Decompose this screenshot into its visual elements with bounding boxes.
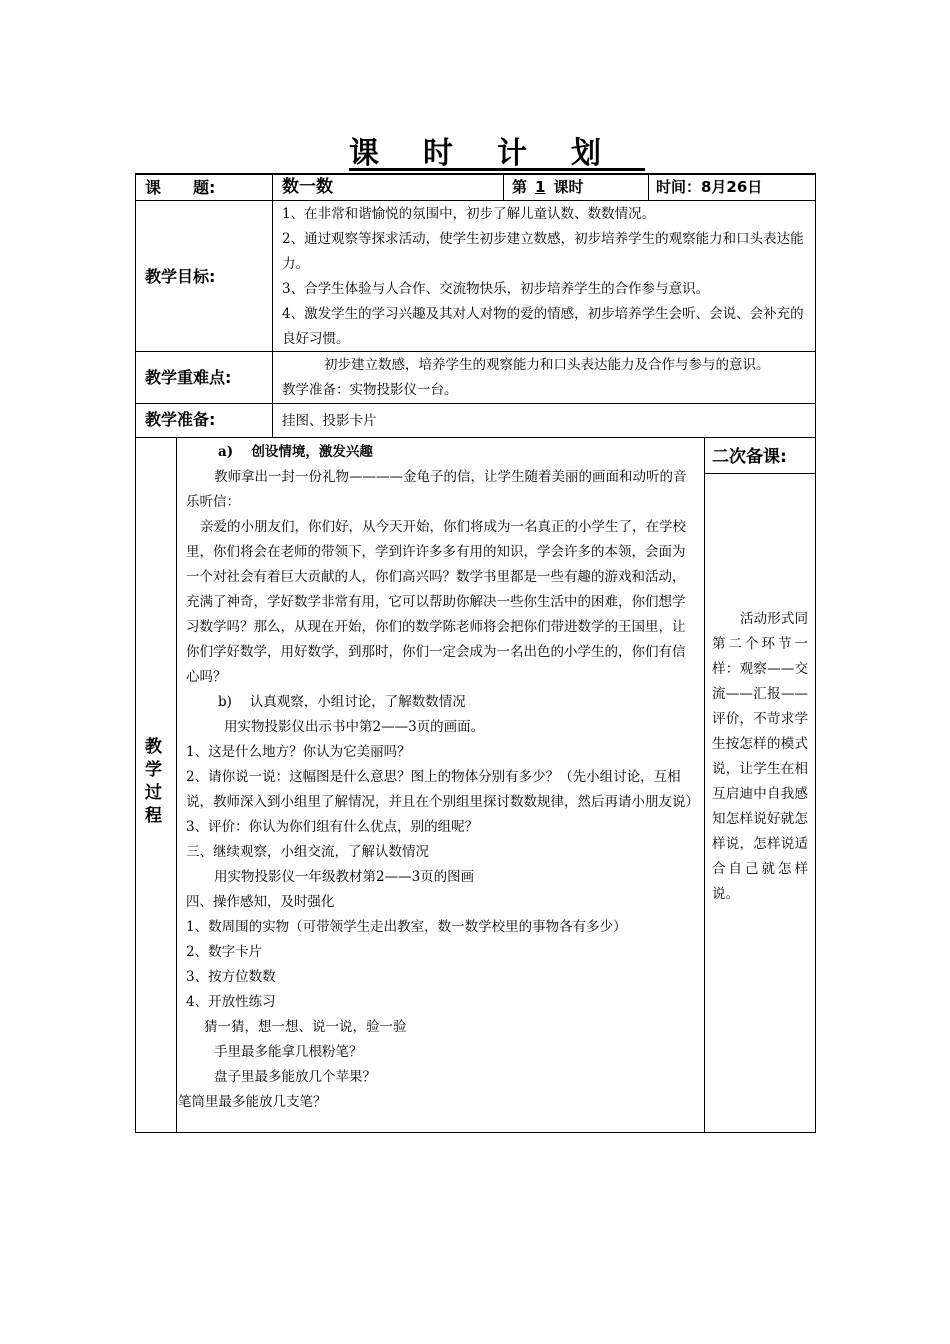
key-text: 初步建立数感，培养学生的观察能力和口头表达能力及合作与参与的意识。 教学准备：实物投影仪一台。 — [282, 357, 770, 398]
lesson-number: 第 1 课时 — [512, 178, 584, 196]
process-line: 1、数周围的实物（可带领学生走出教室，数一数学校里的事物各有多少） — [186, 919, 627, 935]
process-line: b) 认真观察，小组讨论，了解数数情况 — [218, 694, 466, 710]
process-line: 4、开放性练习 — [186, 994, 276, 1010]
page-title: 课时计划 — [349, 136, 645, 171]
prep-label: 教学准备: — [145, 410, 216, 429]
process-line: 3、评价：你认为你们组有什么优点，别的组呢？ — [186, 819, 479, 835]
side-notes: 活动形式同第二个环节一样：观察——交流——汇报——评价，不苛求学生按怎样的模式说，让学生在相互启迪中自我感知怎样说好就怎样说，怎样说适合自己就怎样说。 — [712, 611, 808, 902]
key-label: 教学重难点: — [145, 368, 232, 387]
process-line: 手里最多能拿几根粉笔？ — [214, 1044, 363, 1060]
topic-label: 课 题: — [145, 178, 216, 197]
goals-label: 教学目标: — [145, 267, 216, 286]
goal-item: 1、在非常和谐愉悦的氛围中，初步了解儿童认数、数数情况。 — [282, 206, 656, 222]
process-line: 用实物投影仪一年级教材第2——3页的图画 — [214, 869, 475, 885]
goals-list — [282, 202, 810, 352]
side-label: 二次备课: — [712, 447, 787, 467]
process-line: 2、请你说一说：这幅图是什么意思？图上的物体分别有多少？（先小组讨论，互相说，教师深入到小组里了解情况，并且在个别组里探讨数数规律，然后再请小朋友说） — [186, 769, 699, 810]
process-label: 教学过程 — [145, 737, 162, 826]
goal-item: 2、通过观察等探求活动，使学生初步建立数感，初步培养学生的观察能力和口头表达能力。 — [282, 231, 804, 272]
topic-value: 数一数 — [282, 177, 333, 197]
process-content — [178, 440, 699, 1115]
lesson-time: 时间：8月26日 — [656, 178, 763, 196]
prep-text: 挂图、投影卡片 — [282, 413, 377, 429]
process-line: 用实物投影仪出示书中第2——3页的画面。 — [224, 719, 485, 735]
goal-item: 4、激发学生的学习兴趣及其对人对物的爱的情感，初步培养学生会听、会说、会补充的良好习惯。 — [282, 306, 804, 347]
process-line: 笔筒里最多能放几支笔？ — [178, 1094, 327, 1110]
process-line: 三、继续观察，小组交流，了解认数情况 — [186, 844, 429, 860]
goal-item: 3、合学生体验与人合作、交流物快乐，初步培养学生的合作参与意识。 — [282, 281, 710, 297]
process-line: 2、数字卡片 — [186, 944, 263, 960]
process-line: a) 创设情境，激发兴趣 — [218, 444, 373, 460]
process-line: 1、这是什么地方？你认为它美丽吗？ — [186, 744, 411, 760]
process-line: 猜一猜，想一想、说一说，验一验 — [204, 1019, 407, 1035]
process-line: 3、按方位数数 — [186, 969, 276, 985]
process-line: 教师拿出一封一份礼物————金龟子的信，让学生随着美丽的画面和动听的音乐听信： — [186, 469, 687, 510]
process-line: 亲爱的小朋友们，你们好，从今天开始，你们将成为一名真正的小学生了，在学校里，你们将会在老师的带领下，学到许许多多有用的知识，学会许多的本领，会面为一个对社会有着巨大贡献的人，你们高兴吗？数学书里都是一些有趣的游戏和活动，充满了神奇，学好数学非常有用，它可以帮助你解决一些你生活中的困难，你们想学习数学吗？那么，从现在开始，你们的数学陈老师将会把你们带进数学的王国里，让你们学好数学，用好数学，到那时，你们一定会成为一名出色的小学生的，你们有信心吗？ — [186, 519, 686, 685]
process-line: 盘子里最多能放几个苹果？ — [214, 1069, 376, 1085]
process-line: 四、操作感知，及时强化 — [186, 894, 335, 910]
